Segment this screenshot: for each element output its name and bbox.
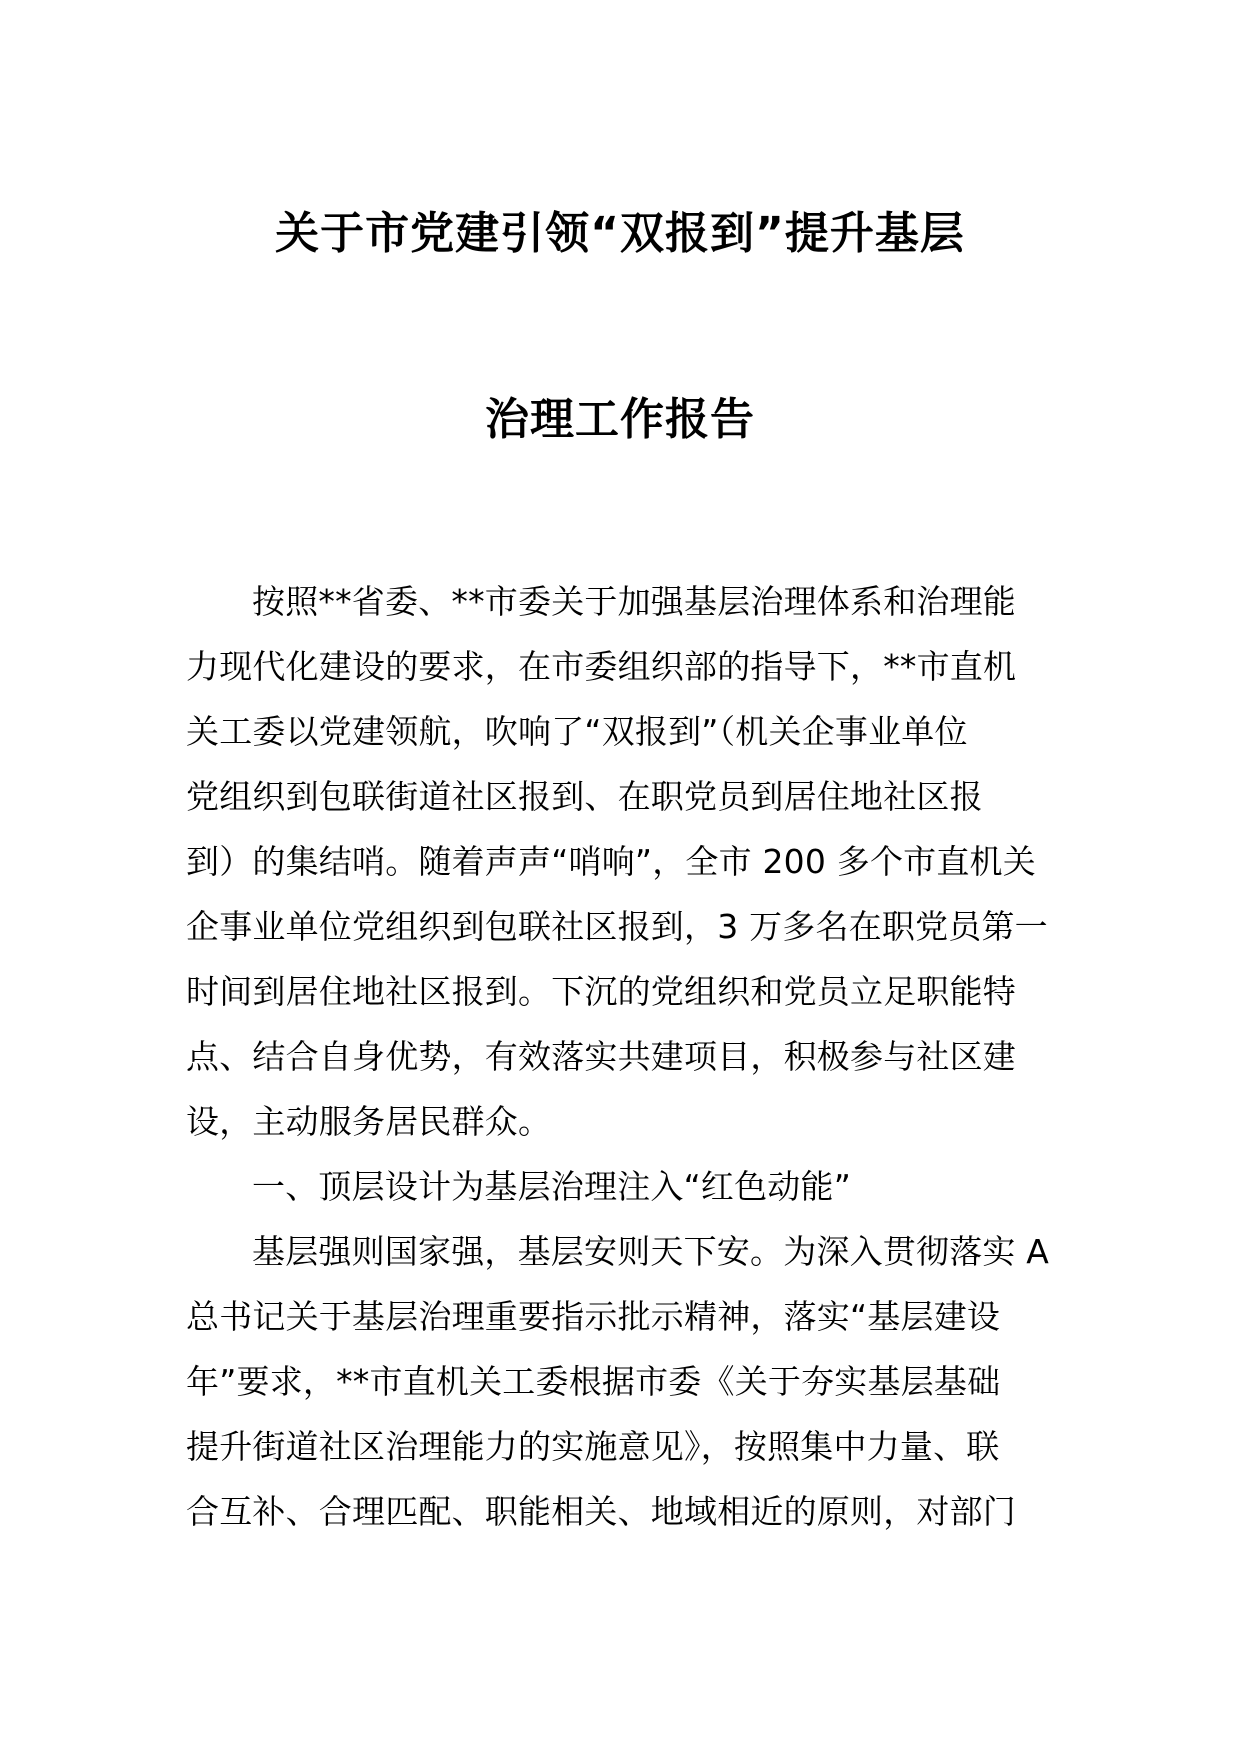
paragraph-line: 企事业单位党组织到包联社区报到，3 万多名在职党员第一 <box>186 907 1048 946</box>
paragraph-line: 时间到居住地社区报到。下沉的党组织和党员立足职能特 <box>186 972 1016 1011</box>
paragraph-line: 合互补、合理匹配、职能相关、地域相近的原则，对部门 <box>186 1492 1016 1531</box>
paragraph-line: 基层强则国家强，基层安则天下安。为深入贯彻落实 A <box>252 1232 1050 1271</box>
paragraph-line: 年”要求，**市直机关工委根据市委《关于夯实基层基础 <box>186 1362 1001 1401</box>
paragraph-line: 按照**省委、**市委关于加强基层治理体系和治理能 <box>252 582 1016 621</box>
paragraph-line: 力现代化建设的要求，在市委组织部的指导下，**市直机 <box>186 647 1017 686</box>
paragraph-line: 点、结合自身优势，有效落实共建项目，积极参与社区建 <box>186 1037 1016 1076</box>
paragraph-line: 党组织到包联街道社区报到、在职党员到居住地社区报 <box>186 777 983 816</box>
document-title-line-2: 治理工作报告 <box>485 394 755 445</box>
paragraph-line: 总书记关于基层治理重要指示批示精神，落实“基层建设 <box>186 1297 1001 1336</box>
document-title-line-1: 关于市党建引领“双报到”提升基层 <box>275 208 965 259</box>
paragraph-line: 设，主动服务居民群众。 <box>186 1102 552 1141</box>
section-heading: 一、顶层设计为基层治理注入“红色动能” <box>252 1167 851 1206</box>
paragraph-line: 到）的集结哨。随着声声“哨响”，全市 200 多个市直机关 <box>186 842 1036 881</box>
paragraph-line: 关工委以党建领航，吹响了“双报到”（机关企事业单位 <box>186 712 968 751</box>
paragraph-line: 提升街道社区治理能力的实施意见》，按照集中力量、联 <box>186 1427 1000 1466</box>
